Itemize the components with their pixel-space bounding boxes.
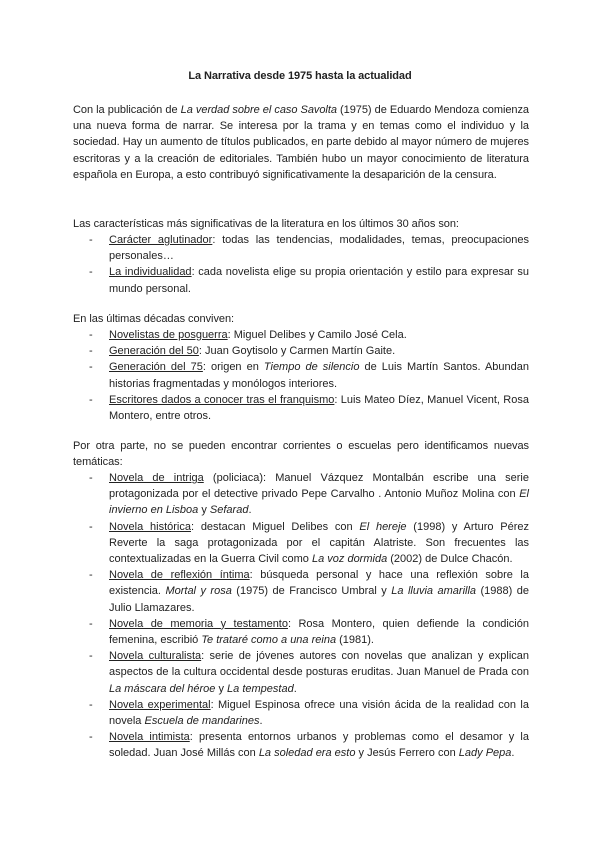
item-term: Novela histórica [109, 520, 191, 533]
item-book-title: Lady Pepa [458, 747, 512, 760]
item-text: : Juan Goytisolo y Carmen Martín Gaite. [198, 345, 396, 358]
item-text: (2002) de Dulce Chacón. [387, 553, 513, 566]
item-book-title: La voz dormida [311, 553, 388, 566]
item-term: Escritores dados a conocer tras el franquismo [109, 393, 335, 406]
list-item: - Generación del 50: Juan Goytisolo y Carmen Martín Gaite. [89, 345, 396, 358]
item-term: Novela de reflexión íntima [109, 569, 250, 582]
item-text: . [511, 747, 515, 760]
item-term: Novela culturalista [109, 650, 202, 663]
item-text: (1975) de Francisco Umbral y [231, 585, 392, 598]
item-text: : búsqueda personal y hace una reflexión sobre la existencia. [109, 569, 529, 598]
item-book-title: El invierno en Lisboa [109, 488, 529, 517]
item-term: Novela de intriga [109, 472, 204, 484]
list-item: - Escritores dados a conocer tras el franquismo: Luis Mateo Díez, Manuel Vicent, Rosa Montero, entre otros. [89, 393, 529, 423]
item-book-title: La máscara del héroe [109, 682, 216, 695]
intro-text-a: Con la publicación de [73, 104, 181, 116]
item-text: y [198, 504, 210, 517]
item-text: y [215, 682, 228, 695]
item-text: : todas las tendencias, modalidades, temas, preocupaciones personales… [109, 234, 529, 263]
list-item: - Novela culturalista: serie de jóvenes autores con novelas que analizan y explican aspectos de la cultura occidental desde posturas eruditas. Juan Manuel de Prada con La máscara del héroe y La tempestad. [89, 650, 530, 695]
item-term: Generación del 75 [109, 361, 203, 374]
item-text: . [293, 682, 297, 695]
item-book-title: Tiempo de silencio [263, 361, 360, 374]
coexist-list [73, 327, 529, 424]
item-book-title: La soledad era esto [258, 747, 356, 760]
item-text: (1998) y Arturo Pérez Reverte la saga protagonizada por el capitán Alatriste. Son frecuentes las contextualizadas en la Guerra Civil como [109, 520, 530, 566]
item-term: Novela de memoria y testamento [109, 617, 288, 630]
item-book-title: El hereje [359, 520, 407, 533]
item-book-title: Mortal y rosa [165, 585, 232, 598]
item-text: y Jesús Ferrero con [355, 747, 459, 760]
item-term: Carácter aglutinador [109, 234, 213, 246]
item-text: : Luis Mateo Díez, Manuel Vicent, Rosa Montero, entre otros. [109, 393, 529, 423]
item-text: : serie de jóvenes autores con novelas que analizan y explican aspectos de la cultura occidental desde posturas eruditas. Juan Manuel de Prada con [109, 650, 530, 679]
currents-list [73, 470, 529, 762]
list-item: - Novela intimista: presenta entornos urbanos y problemas como el desamor y la soledad. Juan José Millás con La soledad era esto y Jesús Ferrero con Lady Pepa. [89, 731, 529, 760]
intro-paragraph [73, 102, 529, 183]
item-text: de Luis Martín Santos. Abundan historias fragmentadas y monólogos interiores. [109, 361, 529, 390]
item-term: Novelistas de posguerra [109, 329, 228, 341]
currents-heading: Por otra parte, no se pueden encontrar corrientes o escuelas pero identificamos nuevas temáticas: [73, 440, 529, 469]
list-item: - Novela experimental: Miguel Espinosa ofrece una visión ácida de la realidad con la novela Escuela de mandarines. [89, 698, 529, 728]
item-term: Novela intimista [109, 731, 190, 744]
item-text: (1981). [336, 634, 374, 647]
list-item: - Novelistas de posguerra: Miguel Delibes y Camilo José Cela. [89, 329, 407, 341]
item-text: (policiaca): Manuel Vázquez Montalbán escribe una serie protagonizada por el detective privado Pepe Carvalho . Antonio Muñoz Molina con [109, 472, 529, 501]
intro-book-title: La verdad sobre el caso Savolta [180, 104, 337, 116]
item-text: : Miguel Delibes y Camilo José Cela. [227, 329, 407, 341]
item-text: : cada novelista elige su propia orientación y estilo para expresar su mundo personal. [109, 266, 529, 295]
item-term: Generación del 50 [109, 345, 199, 358]
characteristics-list [73, 232, 529, 297]
item-text: : origen en [202, 361, 264, 374]
intro-text-b: (1975) de Eduardo Mendoza comienza una nueva forma de narrar. Se interesa por la trama y en temas como el individuo y la sociedad. Hay un aumento de títulos publicados, en parte debido al mayor número de mujeres escritoras y a la creación de editoriales. También hubo un mayor conocimiento de literatura española en Europa, a esto contribuyó significativamente la desaparición de la censura. [73, 104, 530, 181]
list-item: - La individualidad: cada novelista elige su propia orientación y estilo para expresar su mundo personal. [89, 266, 529, 295]
item-text: : Rosa Montero, quien defiende la condición femenina, escribió [109, 617, 529, 647]
item-text: (1988) de Julio Llamazares. [109, 585, 529, 614]
list-item: - Generación del 75: origen en Tiempo de silencio de Luis Martín Santos. Abundan historias fragmentadas y monólogos interiores. [89, 361, 529, 390]
list-item: - Novela histórica: destacan Miguel Delibes con El hereje (1998) y Arturo Pérez Reverte la saga protagonizada por el capitán Alatriste. Son frecuentes las contextualizadas en la Guerra Civil como La voz dormida (2002) de Dulce Chacón. [89, 520, 530, 566]
item-book-title: La lluvia amarilla [391, 585, 477, 598]
item-book-title: Sefarad [209, 504, 249, 517]
item-text: . [259, 715, 263, 728]
item-text: : destacan Miguel Delibes con [190, 520, 360, 533]
item-book-title: Escuela de mandarines [144, 715, 260, 728]
list-item: - Novela de intriga (policiaca): Manuel Vázquez Montalbán escribe una serie protagonizada por el detective privado Pepe Carvalho . Antonio Muñoz Molina con El invierno en Lisboa y Sefarad. [89, 472, 529, 517]
item-text: : presenta entornos urbanos y problemas como el desamor y la soledad. Juan José Millás con [109, 731, 529, 760]
document-title: La Narrativa desde 1975 hasta la actualidad [188, 70, 412, 82]
characteristics-heading: Las características más significativas de la literatura en los últimos 30 años son: [73, 218, 459, 230]
item-book-title: Te trataré como a una reina [201, 634, 337, 647]
list-item: - Novela de memoria y testamento: Rosa Montero, quien defiende la condición femenina, escribió Te trataré como a una reina (1981). [89, 617, 529, 647]
item-book-title: La tempestad [227, 682, 294, 695]
item-term: La individualidad [109, 266, 192, 279]
item-text: : Miguel Espinosa ofrece una visión ácida de la realidad con la novela [109, 698, 529, 728]
item-term: Novela experimental [109, 698, 211, 711]
coexist-heading: En las últimas décadas conviven: [73, 313, 235, 325]
list-item: - Novela de reflexión íntima: búsqueda personal y hace una reflexión sobre la existencia. Mortal y rosa (1975) de Francisco Umbral y La lluvia amarilla (1988) de Julio Llamazares. [89, 569, 529, 614]
item-text: . [248, 504, 252, 517]
list-item: - Carácter aglutinador: todas las tendencias, modalidades, temas, preocupaciones personales… [89, 234, 529, 263]
